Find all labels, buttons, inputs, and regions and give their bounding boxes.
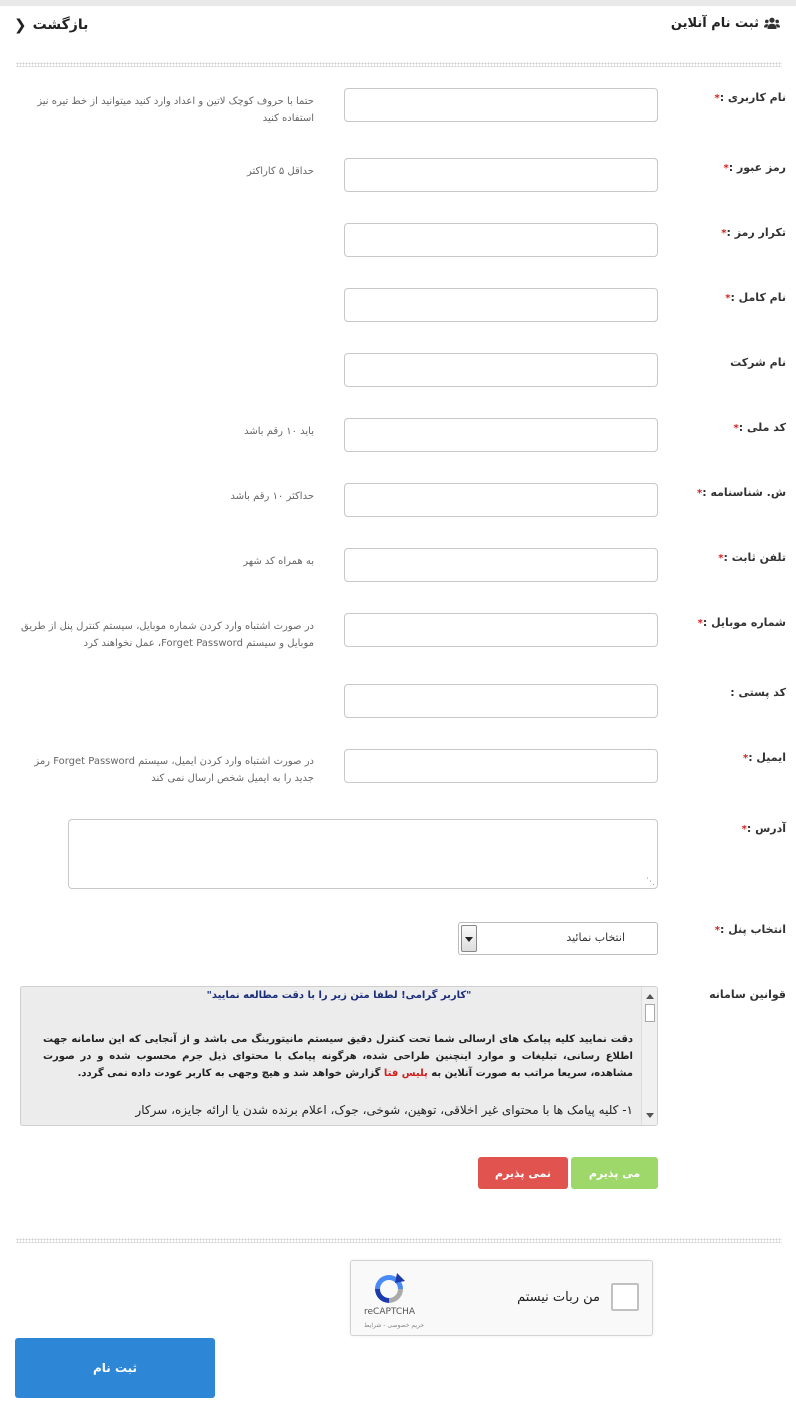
username-input[interactable] bbox=[344, 88, 658, 122]
hint-national-code: باید ۱۰ رقم باشد bbox=[244, 426, 314, 437]
company-input[interactable] bbox=[344, 353, 658, 387]
label-mobile: شماره موبایل :* bbox=[697, 616, 786, 629]
users-icon bbox=[764, 17, 780, 30]
label-password: رمز عبور :* bbox=[723, 161, 786, 174]
rules-scrollbar[interactable] bbox=[641, 987, 657, 1125]
required-mark: * bbox=[714, 925, 720, 936]
scroll-down-icon[interactable] bbox=[646, 1113, 654, 1118]
required-mark: * bbox=[723, 163, 729, 174]
full-name-input[interactable] bbox=[344, 288, 658, 322]
required-mark: * bbox=[721, 228, 727, 239]
address-textarea[interactable] bbox=[68, 819, 658, 889]
back-link[interactable] bbox=[14, 16, 88, 34]
accept-button[interactable]: می پذیرم bbox=[571, 1157, 658, 1189]
required-mark: * bbox=[742, 753, 749, 764]
required-mark: * bbox=[714, 93, 720, 104]
page-title bbox=[671, 16, 780, 31]
panel-select[interactable] bbox=[458, 922, 658, 955]
divider bbox=[16, 1238, 782, 1243]
postal-code-input[interactable] bbox=[344, 684, 658, 718]
scroll-up-icon[interactable] bbox=[646, 994, 654, 999]
recaptcha-terms-link[interactable]: حریم خصوصی - شرایط bbox=[364, 1322, 425, 1329]
label-full-name: نام کامل :* bbox=[725, 291, 786, 304]
label-username: نام کاربری :* bbox=[714, 91, 786, 104]
page-title-text: ثبت نام آنلاین bbox=[670, 16, 759, 31]
recaptcha-brand: reCAPTCHA bbox=[364, 1307, 416, 1317]
rules-paragraph: دقت نمایید کلیه پیامک های ارسالی شما تحت کنترل دقیق سیستم مانیتورینگ می باشد و از آنجایی که این سامانه جهت اطلاع رسانی، تبلیغات و موارد اینچنین طراحی شده، هرگونه پیامک با محتوای ذیل جرم محسوب شده و در صورت مشاهده، سریعا مراتب به صورت آنلاین به پلیس فتا گزارش خواهد شد و هیچ وجهی به کاربر عودت داده نمی گردد. bbox=[43, 1034, 633, 1079]
panel-select-value: انتخاب نمائید bbox=[566, 931, 625, 944]
required-mark: * bbox=[733, 423, 739, 434]
hint-mobile: در صورت اشتباه وارد کردن شماره موبایل، سیستم کنترل پنل از طریق موبایل و سیستم Forget Password، عمل نخواهند کرد bbox=[21, 621, 314, 649]
rules-highlight: پلیس فتا bbox=[383, 1068, 428, 1079]
required-mark: * bbox=[696, 488, 703, 499]
back-label: بازگشت bbox=[32, 17, 89, 33]
rules-box[interactable] bbox=[20, 986, 658, 1126]
label-panel: انتخاب پنل :* bbox=[714, 923, 786, 936]
email-input[interactable] bbox=[344, 749, 658, 783]
required-mark: * bbox=[697, 618, 703, 629]
submit-button[interactable]: ثبت نام bbox=[15, 1338, 215, 1398]
password-input[interactable] bbox=[344, 158, 658, 192]
resize-grip-icon[interactable]: ⋰ bbox=[646, 877, 655, 887]
id-number-input[interactable] bbox=[344, 483, 658, 517]
label-postal-code: کد پستی : bbox=[730, 686, 786, 699]
label-address: آدرس :* bbox=[741, 822, 786, 835]
national-code-input[interactable] bbox=[344, 418, 658, 452]
required-mark: * bbox=[741, 824, 747, 835]
chevron-left-icon: ❮ bbox=[14, 16, 27, 34]
recaptcha-widget bbox=[350, 1260, 653, 1336]
recaptcha-checkbox[interactable] bbox=[611, 1283, 639, 1311]
phone-input[interactable] bbox=[344, 548, 658, 582]
hint-password: حداقل ۵ کاراکتر bbox=[246, 166, 314, 177]
label-email: ایمیل :* bbox=[742, 751, 786, 764]
required-mark: * bbox=[725, 293, 731, 304]
label-rules: قوانین سامانه bbox=[709, 988, 786, 1001]
label-id-number: ش. شناسنامه :* bbox=[696, 486, 786, 499]
label-phone: تلفن ثابت :* bbox=[718, 551, 786, 564]
scroll-thumb[interactable] bbox=[645, 1004, 655, 1022]
decline-button[interactable]: نمی پذیرم bbox=[478, 1157, 568, 1189]
rules-item: ۱- کلیه پیامک ها با محتوای غیر اخلاقی، توهین، شوخی، جوک، اعلام برنده شدن یا ارائه جایزه، سرکار bbox=[135, 1103, 633, 1117]
recaptcha-logo-icon bbox=[371, 1271, 407, 1307]
rules-heading: "کاربر گرامی! لطفا متن زیر را با دقت مطالعه نمایید" bbox=[206, 990, 472, 1001]
hint-username: حتما با حروف کوچک لاتین و اعداد وارد کنید میتوانید از خط تیره نیز استفاده کنید bbox=[37, 96, 314, 124]
mobile-input[interactable] bbox=[344, 613, 658, 647]
hint-id-number: حداکثر ۱۰ رقم باشد bbox=[230, 491, 314, 502]
recaptcha-label: من ربات نیستم bbox=[517, 1290, 600, 1305]
label-national-code: کد ملی :* bbox=[733, 421, 786, 434]
page-header bbox=[0, 6, 796, 46]
hint-email: در صورت اشتباه وارد کردن ایمیل، سیستم Forget Password رمز جدید را به ایمیل شخص ارسال نمی کند bbox=[34, 756, 314, 784]
hint-phone: به همراه کد شهر bbox=[243, 556, 314, 567]
chevron-down-icon[interactable] bbox=[461, 925, 477, 952]
divider bbox=[16, 62, 782, 67]
password-repeat-input[interactable] bbox=[344, 223, 658, 257]
label-company: نام شرکت bbox=[730, 356, 786, 369]
label-password-repeat: تکرار رمز :* bbox=[721, 226, 786, 239]
required-mark: * bbox=[718, 553, 724, 564]
